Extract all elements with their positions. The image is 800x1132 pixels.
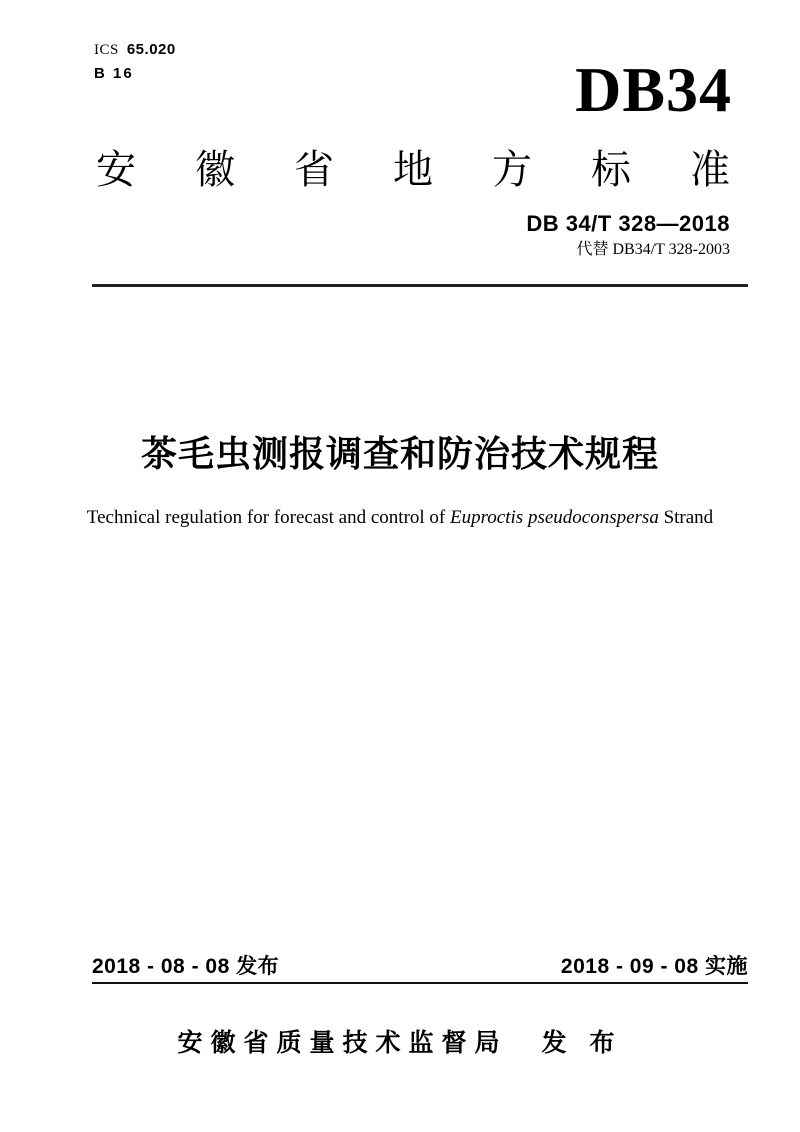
subtitle-species-name: Euproctis pseudoconspersa [450, 507, 659, 528]
subtitle-text: Strand [658, 507, 714, 528]
ics-label: ICS [94, 42, 119, 58]
footer-rule [92, 982, 748, 984]
header-rule [92, 284, 748, 287]
standard-number: DB 34/T 328—2018 [526, 211, 730, 236]
replaces-note: 代替 DB34/T 328-2003 [576, 241, 730, 258]
standard-name-char: 省 [294, 148, 334, 192]
document-title: 茶毛虫测报调查和防治技术规程 [140, 433, 659, 474]
ics-line [94, 38, 176, 62]
ics-code: 65.020 [126, 41, 176, 58]
publisher-name: 安徽省质量技术监督局 [177, 1029, 508, 1057]
standard-name-char: 徽 [195, 148, 235, 192]
publish-label: 发 布 [541, 1029, 623, 1057]
publisher-row [0, 1028, 800, 1058]
standard-name-char: 准 [690, 148, 730, 192]
dates-row [92, 954, 748, 979]
document-subtitle-english [0, 506, 800, 531]
db34-logo: DB34 [575, 54, 732, 125]
standard-name-char: 地 [393, 148, 433, 192]
standard-name-char: 方 [492, 148, 532, 192]
ics-block [94, 38, 176, 85]
subtitle-text: Technical regulation for forecast and control of [86, 507, 451, 528]
standard-name-char: 安 [96, 148, 136, 192]
issue-date: 2018 - 08 - 08 发布 [92, 955, 280, 978]
standard-name-char: 标 [591, 148, 631, 192]
implement-date: 2018 - 09 - 08 实施 [560, 955, 748, 978]
classification-code: B 16 [94, 65, 134, 82]
standard-number-block [526, 212, 730, 259]
standard-name-row [96, 150, 730, 190]
